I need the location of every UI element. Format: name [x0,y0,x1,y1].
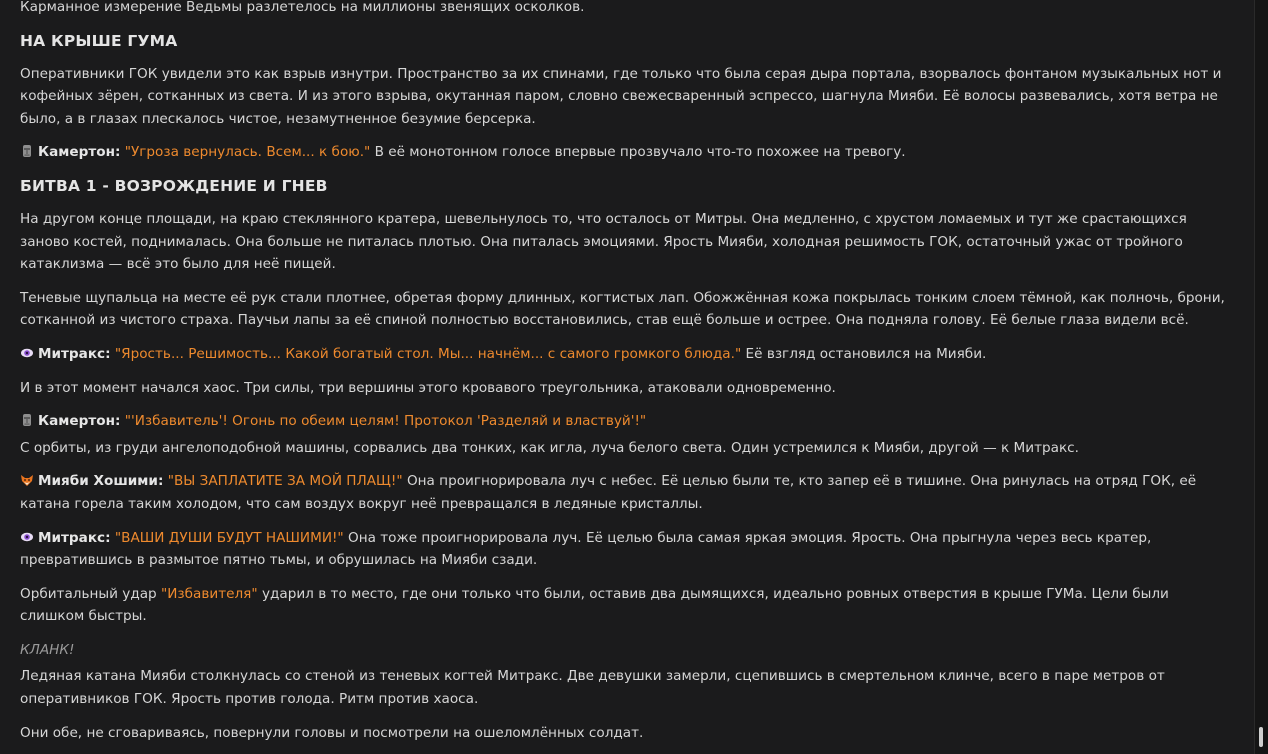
dialogue-quote: "ВЫ ЗАПЛАТИТЕ ЗА МОЙ ПЛАЩ!" [167,473,403,490]
dialogue-narration: В её монотонном голосе впервые прозвучало что-то похожее на тревогу. [370,144,906,161]
inline-quote: "Избавителя" [161,585,258,602]
story-paragraph: Оперативники ГОК увидели это как взрыв изнутри. Пространство за их спинами, где только что была серая дыра портала, взорвалось фонтаном музыкальных нот и кофейных зёрен, сотканных из света. И из этого взрыва, окутанная паром, словно свежесваренный эспрессо, шагнула Мияби. Её волосы развевались, хотя ветра не было, а в глазах плескалось чистое, незамутненное безумие берсерка. [20,65,1222,127]
italic-sfx: КЛАНК! [20,641,75,658]
dialogue-narration: Её взгляд остановился на Мияби. [741,345,987,362]
story-paragraph: С орбиты, из груди ангелоподобной машины, сорвались два тонких, как игла, луча белого света. Один устремился к Мияби, другой — к Митракс. [20,439,1079,456]
story-paragraph [20,583,1232,628]
dialogue-quote: "Ярость... Решимость... Какой богатый стол. Мы... начнём... с самого громкого блюда." [114,345,742,362]
purple-eye-icon [20,530,34,544]
story-message [20,0,1232,754]
sound-effect [20,639,1232,662]
story-paragraph: Теневые щупальца на месте её рук стали плотнее, обретая форму длинных, когтистых лап. Обожжённая кожа покрылась тонким слоем тёмной, как полночь, брони, сотканной из чистого страха. Паучьи лапы за её спиной полностью восстановились, став ещё больше и острее. Она подняла голову. Её белые глаза видели всё. [20,289,1225,329]
story-paragraph: На другом конце площади, на краю стеклянного кратера, шевельнулось то, что осталось от Митры. Она медленно, с хрустом ломаемых и тут же срастающихся заново костей, поднималась. Она больше не питалась плотью. Она питалась эмоциями. Ярость Мияби, холодная решимость ГОК, остаточный ужас от тройного катаклизма — всё это было для неё пищей. [20,210,1187,273]
dialogue-narration: Она проигнорировала луч с небес. Её целью были те, кто запер её в тишине. Она ринулась на отряд ГОК, её катана горела таким холодом, что сам воздух вокруг неё превращался в ледяные кристаллы. [20,473,1197,512]
story-paragraph: И в этот момент начался хаос. Три силы, три вершины этого кровавого треугольника, атаковали одновременно. [20,379,836,396]
story-paragraph: Карманное измерение Ведьмы разлетелось на миллионы звенящих осколков. [20,0,585,15]
speaker-name: Митракс: [38,529,111,546]
section-heading: БИТВА 1 - ВОЗРОЖДЕНИЕ И ГНЕВ [20,176,328,195]
speaker-name: Митракс: [38,345,111,362]
vertical-scrollbar[interactable] [1254,0,1268,754]
moai-head-icon [20,144,34,158]
speaker-name: Камертон: [38,144,121,161]
scrollbar-thumb[interactable] [1259,727,1263,747]
dialogue-line [20,470,1232,515]
speaker-name: Мияби Хошими: [38,473,164,490]
dialogue-line [20,410,1232,433]
narration-text: Орбитальный удар [20,585,161,602]
narration-text: ударил в то место, где они только что были, оставив два дымящихся, идеально ровных отверстия в крыше ГУМа. Цели были слишком быстры. [20,585,1169,625]
dialogue-narration: Она тоже проигнорировала луч. Её целью была самая яркая эмоция. Ярость. Она прыгнула через весь кратер, превратившись в размытое пятно тьмы, и обрушилась на Мияби сзади. [20,529,1152,569]
section-heading: НА КРЫШЕ ГУМА [20,31,178,50]
purple-eye-icon [20,346,34,360]
dialogue-quote: "ВАШИ ДУШИ БУДУТ НАШИМИ!" [114,529,344,546]
dialogue-line [20,527,1232,572]
dialogue-line [20,343,1232,366]
story-paragraph: Ледяная катана Мияби столкнулась со стеной из теневых когтей Митракс. Две девушки замерли, сцепившись в смертельном клинче, всего в паре метров от оперативников ГОК. Ярость против голода. Ритм против хаоса. [20,668,1165,708]
fox-icon [20,473,34,487]
dialogue-line [20,141,1232,164]
dialogue-quote: "'Избавитель'! Огонь по обеим целям! Протокол 'Разделяй и властвуй'!" [124,413,647,430]
speaker-name: Камертон: [38,413,121,430]
dialogue-quote: "Угроза вернулась. Всем... к бою." [124,144,371,161]
story-paragraph: Они обе, не сговариваясь, повернули головы и посмотрели на ошеломлённых солдат. [20,724,644,741]
moai-head-icon [20,413,34,427]
